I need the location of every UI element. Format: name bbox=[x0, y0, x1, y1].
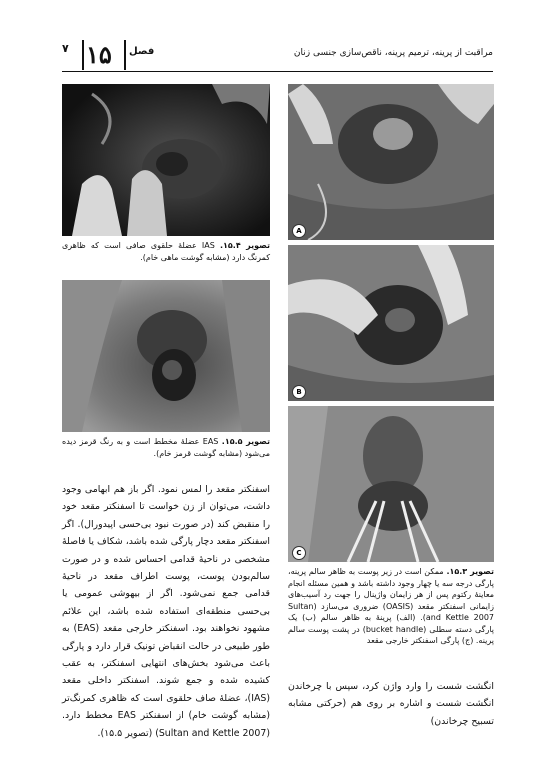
figure-15-3-panel-a-photo bbox=[288, 84, 494, 240]
running-title: مراقبت از پرینه، ترمیم پرینه، ناقص‌سازی جنسی زنان bbox=[293, 48, 493, 58]
panel-label-c: C bbox=[292, 546, 306, 560]
figure-label: تصویر ۱۵.۳. bbox=[446, 567, 495, 576]
header-divider bbox=[82, 40, 84, 70]
figure-15-3-caption bbox=[288, 566, 494, 647]
header-divider bbox=[124, 40, 126, 70]
page-number: ۷ bbox=[62, 42, 69, 55]
panel-label-a: A bbox=[292, 224, 306, 238]
figure-15-4-photo bbox=[62, 84, 270, 236]
figure-15-5-caption bbox=[62, 436, 270, 460]
header-rule bbox=[62, 71, 493, 72]
caption-text: IAS عضلهٔ حلقوی صافی است که ظاهری کمرنگ دارد (مشابه گوشت ماهی خام). bbox=[62, 241, 270, 262]
body-text-right-column: انگشت شست را وارد واژن کرد، سپس با چرخاندن انگشت شست و اشاره بر روی هم (حرکتی مشابه تسبیح چرخاندن) bbox=[288, 681, 494, 727]
caption-text: EAS عضلهٔ مخطط است و به رنگ قرمز دیده می‌شود (مشابه گوشت قرمز خام). bbox=[62, 437, 270, 458]
figure-15-5-photo bbox=[62, 280, 270, 432]
chapter-number: ۱۵ bbox=[86, 40, 112, 69]
chapter-label: فصل bbox=[129, 46, 155, 57]
panel-label-b: B bbox=[292, 385, 306, 399]
figure-15-3-panel-c-photo bbox=[288, 406, 494, 562]
figure-15-3-panel-b-photo bbox=[288, 245, 494, 401]
figure-label: تصویر ۱۵.۵. bbox=[221, 437, 270, 446]
figure-15-4-caption bbox=[62, 240, 270, 264]
body-text-left-column: اسفنکتر مقعد را لمس نمود. اگر باز هم ابهامی وجود داشت، می‌توان از زن خواست تا اسفنکتر مقعد خود را منقبض کند (در صورت نبود بی‌حسی اپیدورال). اگر اسفنکتر مقعد دچار پارگی شده باشد، شکاف یا فاصلهٔ مشخصی در ناحیهٔ قدامی احساس شده و در صورت سالم‌بودن پوست، پوست اطراف مقعد در ناحیهٔ قدامی جمع نمی‌شود. اگر از بیهوشی عمومی یا بی‌حسی منطقه‌ای استفاده شده باشد، این علائم مشهود نخواهند بود. اسفنکتر خارجی مقعد (EAS) به طور طبیعی در حالت انقباض تونیک قرار دارد و پارگی باعث می‌شود بخش‌های انتهایی اسفنکتر، به عقب کشیده شده و جمع شوند. اسفنکتر داخلی مقعد (IAS)، عضلهٔ صاف حلقوی است که ظاهری کمرنگ‌تر (مشابه گوشت خام) از اسفنکتر EAS مخطط دارد. (Sultan and Kettle 2007) (تصویر ۱۵.۵). bbox=[62, 484, 270, 739]
page-header bbox=[0, 40, 541, 74]
figure-label: تصویر ۱۵.۴. bbox=[219, 241, 270, 250]
caption-text: ممکن است در زیر پوست به ظاهر سالم پرینه، پارگی درجه سه یا چهار وجود داشته باشد و همین مسئله انجام معاینهٔ رکتوم پس از هر زایمان واژینال را جهت رد آسیب‌های زایمانی اسفنکتر مقعد (OASIS) ضروری می‌سازد (Sultan and Kettle 2007). (الف) پرینهٔ به ظاهر سالم (ب) یک پارگی دسته سطلی (bucket handle) در پشت پوست سالم پرینه. (ج) پارگی اسفنکتر خارجی مقعد bbox=[288, 567, 495, 645]
